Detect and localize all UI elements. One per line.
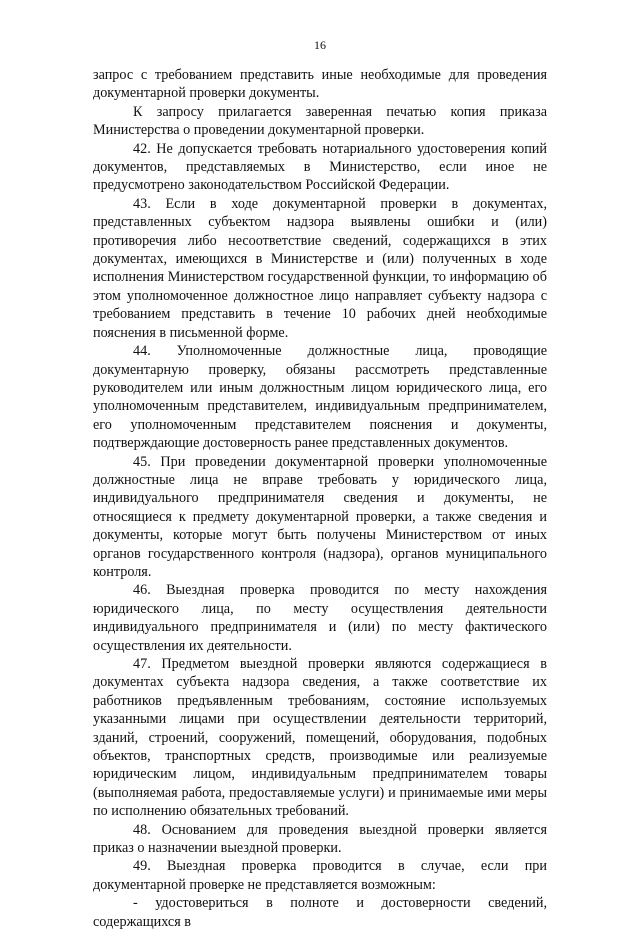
page-number: 16 bbox=[314, 38, 326, 52]
paragraph: 43. Если в ходе документарной проверки в документах, представленных субъектом надзора выявлены ошибки и (или) противоречия либо несоответствие сведений, содержащихся в этих документах, имеющихся в Министерстве и (или) полученных в ходе исполнения Министерством государственной функции, то информацию об этом уполномоченное должностное лицо направляет субъекту надзора с требованием представить в течение 10 рабочих дней необходимые пояснения в письменной форме. bbox=[93, 195, 547, 341]
paragraph: - удостовериться в полноте и достоверности сведений, содержащихся в bbox=[93, 895, 547, 930]
paragraph: 45. При проведении документарной проверки уполномоченные должностные лица не вправе требовать у юридического лица, индивидуального предпринимателя сведения и документы, не относящиеся к предмету документарной проверки, а также сведения и документы, которые могут быть получены Министерством от иных органов государственного контроля (надзора), органов муниципального контроля. bbox=[93, 453, 547, 580]
paragraph: 42. Не допускается требовать нотариального удостоверения копий документов, представляемых в Министерство, если иное не предусмотрено законодательством Российской Федерации. bbox=[93, 140, 547, 194]
document-body bbox=[93, 66, 547, 931]
paragraph: 46. Выездная проверка проводится по месту нахождения юридического лица, по месту осуществления деятельности индивидуального предпринимателя и (или) по месту фактического осуществления их деятельности. bbox=[93, 582, 547, 654]
paragraph: 47. Предметом выездной проверки являются содержащиеся в документах субъекта надзора сведения, а также соответствие их работников предъявленным требованиям, состояние используемых указанными лицами при осуществлении деятельности территорий, зданий, строений, сооружений, помещений, оборудования, подобных объектов, транспортных средств, производимые или реализуемые юридическим лицом, индивидуальным предпринимателем товары (выполняемая работа, предоставляемые услуги) и принимаемые ими меры по исполнению обязательных требований. bbox=[93, 656, 547, 820]
paragraph: 48. Основанием для проведения выездной проверки является приказ о назначении выездной проверки. bbox=[93, 821, 547, 857]
paragraph: запрос с требованием представить иные необходимые для проведения документарной проверки документы. bbox=[93, 67, 547, 102]
paragraph: 44. Уполномоченные должностные лица, проводящие документарную проверку, обязаны рассмотреть представленные руководителем или иным должностным лицом юридического лица, его уполномоченным представителем, индивидуальным предпринимателем, его уполномоченным представителем пояснения и документы, подтверждающие достоверность ранее представленных документов. bbox=[93, 343, 547, 452]
paragraph: К запросу прилагается заверенная печатью копия приказа Министерства о проведении документарной проверки. bbox=[93, 103, 547, 139]
paragraph: 49. Выездная проверка проводится в случае, если при документарной проверке не представляется возможным: bbox=[93, 858, 547, 893]
